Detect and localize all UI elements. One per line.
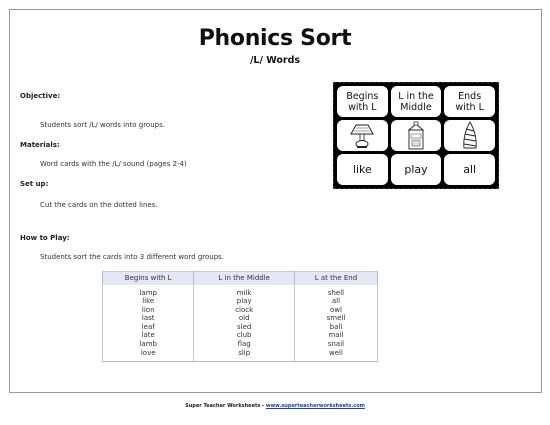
objective-label: Objective: [20,92,61,100]
card-header-ends [444,86,495,117]
word-item: smell [326,314,346,323]
word-item: milk [236,288,252,297]
table-header-middle: L in the Middle [194,272,295,285]
page-title: Phonics Sort [198,26,352,51]
card-header-line: Ends [458,90,482,102]
page-subtitle: /L/ Words [249,55,301,66]
setup-label: Set up: [20,180,49,188]
footer [0,403,550,409]
word-item: lamp [139,288,157,297]
card-header-line: L in the [398,90,434,102]
materials-text: Word cards with the /L/ sound (pages 2-4) [40,160,187,168]
word-item: mail [328,331,344,340]
table-row [103,285,378,362]
word-item: snail [327,340,345,349]
table-header-begins: Begins with L [103,272,194,285]
word-item: lion [141,305,155,314]
card-header-begins [337,86,388,117]
word-card-like: like [337,154,388,185]
word-item: clock [235,305,254,314]
word-sort-table [102,271,378,362]
materials-label: Materials: [20,141,60,149]
card-header-line: Middle [400,101,432,113]
word-item: shell [327,288,345,297]
card-header-line: Begins [346,90,379,102]
word-item: old [238,314,250,323]
footer-brand: Super Teacher Worksheets [185,403,261,409]
milk-carton-icon [391,120,442,151]
table-header-row [103,272,378,285]
word-card-all: all [444,154,495,185]
word-item: late [141,331,155,340]
word-item: like [142,297,155,306]
column-begins-with-l [103,285,194,362]
word-item: last [141,314,155,323]
card-header-line: with L [455,101,484,113]
word-item: owl [330,305,342,314]
word-item: sled [237,322,252,331]
how-to-play-label: How to Play: [20,234,70,242]
card-header-middle [391,86,442,117]
word-item: play [236,297,252,306]
shell-icon [444,120,495,151]
footer-link[interactable]: www.superteacherworksheets.com [265,403,365,409]
column-l-in-middle [194,285,295,362]
card-header-line: with L [348,101,377,113]
objective-text: Students sort /L/ words into groups. [40,121,165,129]
column-l-at-end [294,285,377,362]
word-item: slip [238,348,251,357]
word-item: well [329,348,343,357]
how-to-play-text: Students sort the cards into 3 different word groups. [40,253,225,261]
word-item: club [236,331,252,340]
word-item: love [140,348,156,357]
footer-separator: - [260,403,266,409]
word-item: lamb [139,340,157,349]
word-card-play: play [391,154,442,185]
setup-text: Cut the cards on the dotted lines. [40,201,158,209]
word-card-grid [333,82,499,189]
lamp-icon [337,120,388,151]
word-item: all [331,297,341,306]
table-header-end: L at the End [294,272,377,285]
word-item: flag [237,340,251,349]
word-item: ball [329,322,343,331]
word-item: leaf [141,322,155,331]
